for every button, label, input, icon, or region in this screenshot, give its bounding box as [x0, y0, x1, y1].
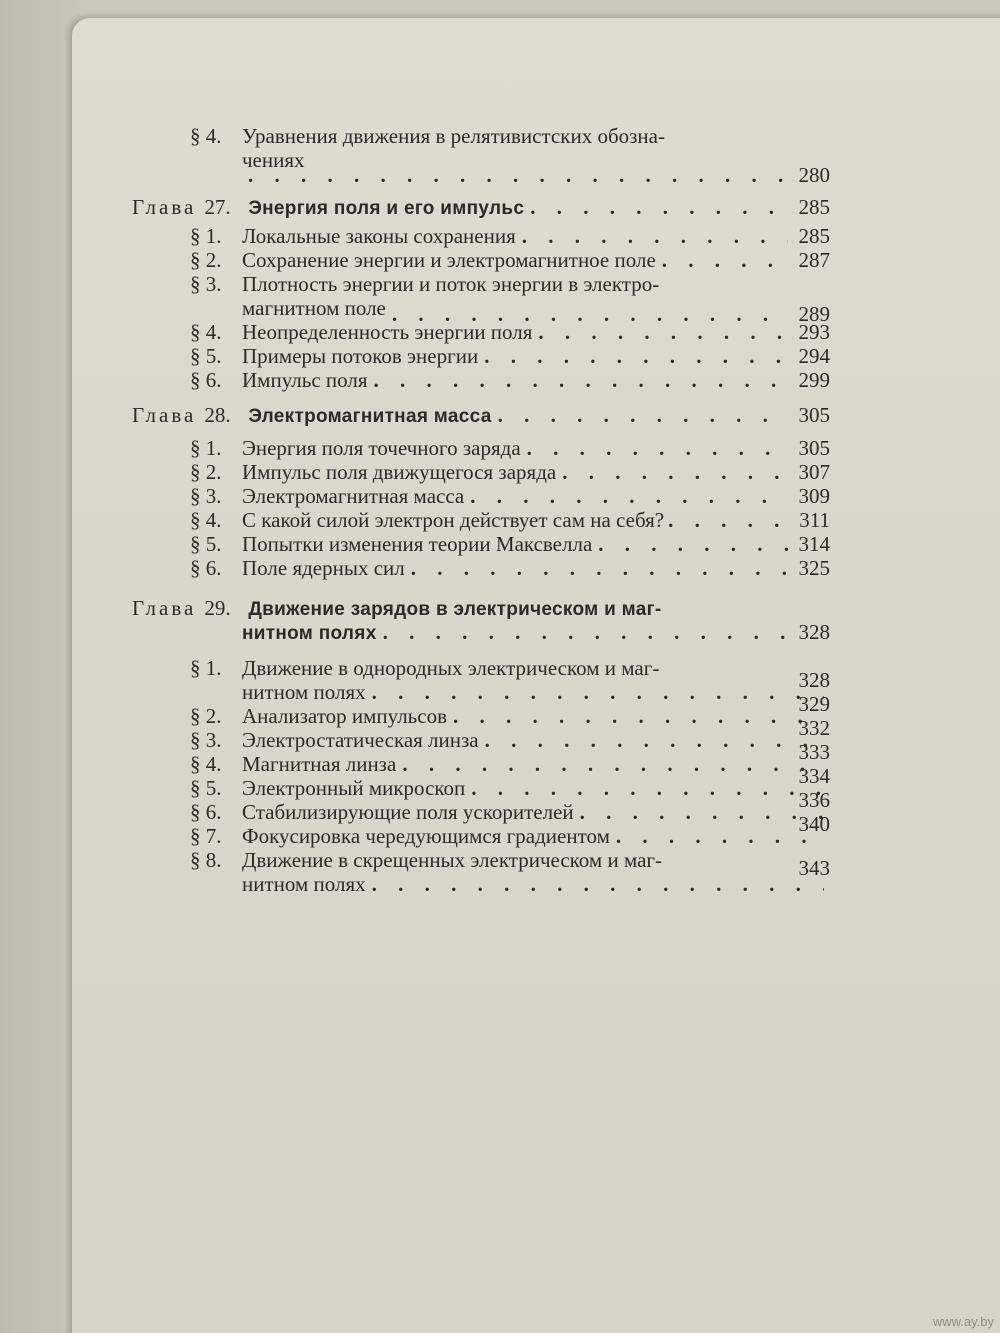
- section-number: § 3.: [190, 272, 222, 296]
- leader-dots: [484, 344, 788, 368]
- section-number: § 5.: [190, 776, 222, 800]
- section-title: Локальные законы сохранения: [242, 224, 516, 248]
- toc-entry-section: [190, 248, 830, 272]
- toc-entry-section: [190, 224, 830, 248]
- toc-entry-section: [190, 484, 830, 508]
- section-number: § 4.: [190, 320, 222, 344]
- page-number: 305: [798, 436, 830, 460]
- section-number: § 6.: [190, 556, 222, 580]
- section-title: Электронный микроскоп: [242, 776, 466, 800]
- page-number: 305: [798, 403, 830, 427]
- section-title-continuation: магнитном поле: [242, 296, 386, 320]
- section-title: Плотность энергии и поток энергии в электро-: [242, 272, 660, 296]
- leader-dots: [598, 532, 788, 556]
- leader-dots: [522, 224, 788, 248]
- chapter-label: Глава: [132, 403, 197, 427]
- page-number: 299: [798, 368, 830, 392]
- section-title: Неопределенность энергии поля: [242, 320, 533, 344]
- page-number: 328: [798, 620, 830, 644]
- section-title: Анализатор импульсов: [242, 704, 447, 728]
- leader-dots: [411, 556, 788, 580]
- toc-entry-section: [190, 556, 830, 580]
- leader-dots: [470, 484, 788, 508]
- section-title: Примеры потоков энергии: [242, 344, 479, 368]
- chapter-number: 29.: [204, 596, 231, 620]
- toc-entry-section: [190, 532, 830, 556]
- toc-entry-page-line: [242, 668, 830, 692]
- section-number: § 4.: [190, 124, 222, 148]
- section-title: Стабилизирующие поля ускорителей: [242, 800, 574, 824]
- leader-dots: [668, 508, 790, 532]
- toc-entry-page-line: [190, 812, 830, 836]
- page-number: 294: [798, 344, 830, 368]
- section-title: Электростатическая линза: [242, 728, 479, 752]
- page-number: 285: [798, 224, 830, 248]
- section-number: § 1.: [190, 436, 222, 460]
- page-number: 280: [798, 163, 830, 187]
- toc-entry-section: [190, 368, 830, 392]
- section-number: § 4.: [190, 752, 222, 776]
- page-number: 285: [798, 195, 830, 219]
- toc-chapter-heading: [132, 403, 830, 427]
- chapter-title-continuation: нитном полях: [242, 623, 377, 644]
- page-number: 329: [798, 692, 830, 716]
- section-number: § 3.: [190, 728, 222, 752]
- toc-chapter-heading: [132, 596, 830, 620]
- section-number: § 1.: [190, 656, 222, 680]
- section-title-continuation: чениях: [242, 148, 305, 172]
- section-title: Фокусировка чередующимся градиентом: [242, 824, 610, 848]
- section-title: Энергия поля точечного заряда: [242, 436, 521, 460]
- leader-dots: [662, 248, 788, 272]
- watermark-text: www.ay.by: [932, 1314, 994, 1329]
- section-number: § 6.: [190, 800, 222, 824]
- page-number: 293: [798, 320, 830, 344]
- section-title: Попытки изменения теории Максвелла: [242, 532, 593, 556]
- section-title: Движение в однородных электрическом и маг-: [242, 656, 660, 680]
- toc-entry-section: [190, 508, 830, 532]
- page-number: 328: [798, 668, 830, 692]
- leader-dots: [248, 163, 788, 187]
- section-title: С какой силой электрон действует сам на себя?: [242, 508, 665, 532]
- page-number: 287: [798, 248, 830, 272]
- toc-entry-section: [190, 436, 830, 460]
- section-title: Электромагнитная масса: [242, 484, 465, 508]
- page-number: 314: [798, 532, 830, 556]
- toc-entry-section: [190, 320, 830, 344]
- leader-dots: [383, 620, 788, 644]
- toc-entry-page-line: [242, 163, 830, 187]
- section-number: § 7.: [190, 824, 222, 848]
- leader-dots: [498, 403, 788, 427]
- section-title-continuation: нитном полях: [242, 872, 366, 896]
- toc-entry-section: [190, 460, 830, 484]
- page-number: 307: [798, 460, 830, 484]
- chapter-title: Энергия поля и его импульс: [248, 198, 525, 219]
- chapter-number: 27.: [204, 195, 231, 219]
- section-number: § 2.: [190, 704, 222, 728]
- section-number: § 1.: [190, 224, 222, 248]
- section-number: § 2.: [190, 248, 222, 272]
- toc-entry-section: [190, 272, 830, 296]
- toc-entry-page-line: [190, 764, 830, 788]
- toc-entry-page-line: [242, 856, 830, 880]
- leader-dots: [538, 320, 788, 344]
- toc-entry-page-line: [190, 716, 830, 740]
- page-number: 334: [798, 764, 830, 788]
- section-number: § 5.: [190, 344, 222, 368]
- chapter-title: Электромагнитная масса: [248, 406, 492, 427]
- toc-chapter-continuation: [242, 620, 830, 644]
- section-title-continuation: нитном полях: [242, 680, 366, 704]
- toc-entry-page-line: [190, 740, 830, 764]
- section-title: Сохранение энергии и электромагнитное поле: [242, 248, 656, 272]
- chapter-label: Глава: [132, 596, 197, 620]
- section-number: § 2.: [190, 460, 222, 484]
- page-number: 333: [798, 740, 830, 764]
- chapter-number: 28.: [204, 403, 231, 427]
- page-number: 311: [799, 508, 830, 532]
- page-number: 336: [798, 788, 830, 812]
- toc-chapter-heading: [132, 195, 830, 219]
- section-number: § 8.: [190, 848, 222, 872]
- page-number: 289: [798, 302, 830, 326]
- page-number: 325: [798, 556, 830, 580]
- section-title: Импульс поля: [242, 368, 368, 392]
- chapter-label: Глава: [132, 195, 197, 219]
- chapter-title: Движение зарядов в электрическом и маг-: [248, 599, 662, 620]
- page-number: 343: [798, 856, 830, 880]
- page-number: 332: [798, 716, 830, 740]
- toc-entry-page-line: [190, 692, 830, 716]
- section-title: Движение в скрещенных электрическом и маг-: [242, 848, 663, 872]
- section-title: Импульс поля движущегося заряда: [242, 460, 557, 484]
- section-title: Поле ядерных сил: [242, 556, 405, 580]
- section-number: § 5.: [190, 532, 222, 556]
- page-number: 309: [798, 484, 830, 508]
- toc-entry-section: [190, 124, 830, 148]
- toc-entry-page-line: [190, 788, 830, 812]
- section-title: Уравнения движения в релятивистских обозна-: [242, 124, 665, 148]
- leader-dots: [374, 368, 789, 392]
- toc-entry-section: [190, 344, 830, 368]
- section-number: § 4.: [190, 508, 222, 532]
- leader-dots: [562, 460, 788, 484]
- section-number: § 3.: [190, 484, 222, 508]
- section-number: § 6.: [190, 368, 222, 392]
- page-number: 340: [798, 812, 830, 836]
- section-title: Магнитная линза: [242, 752, 397, 776]
- leader-dots: [527, 436, 788, 460]
- leader-dots: [530, 195, 788, 219]
